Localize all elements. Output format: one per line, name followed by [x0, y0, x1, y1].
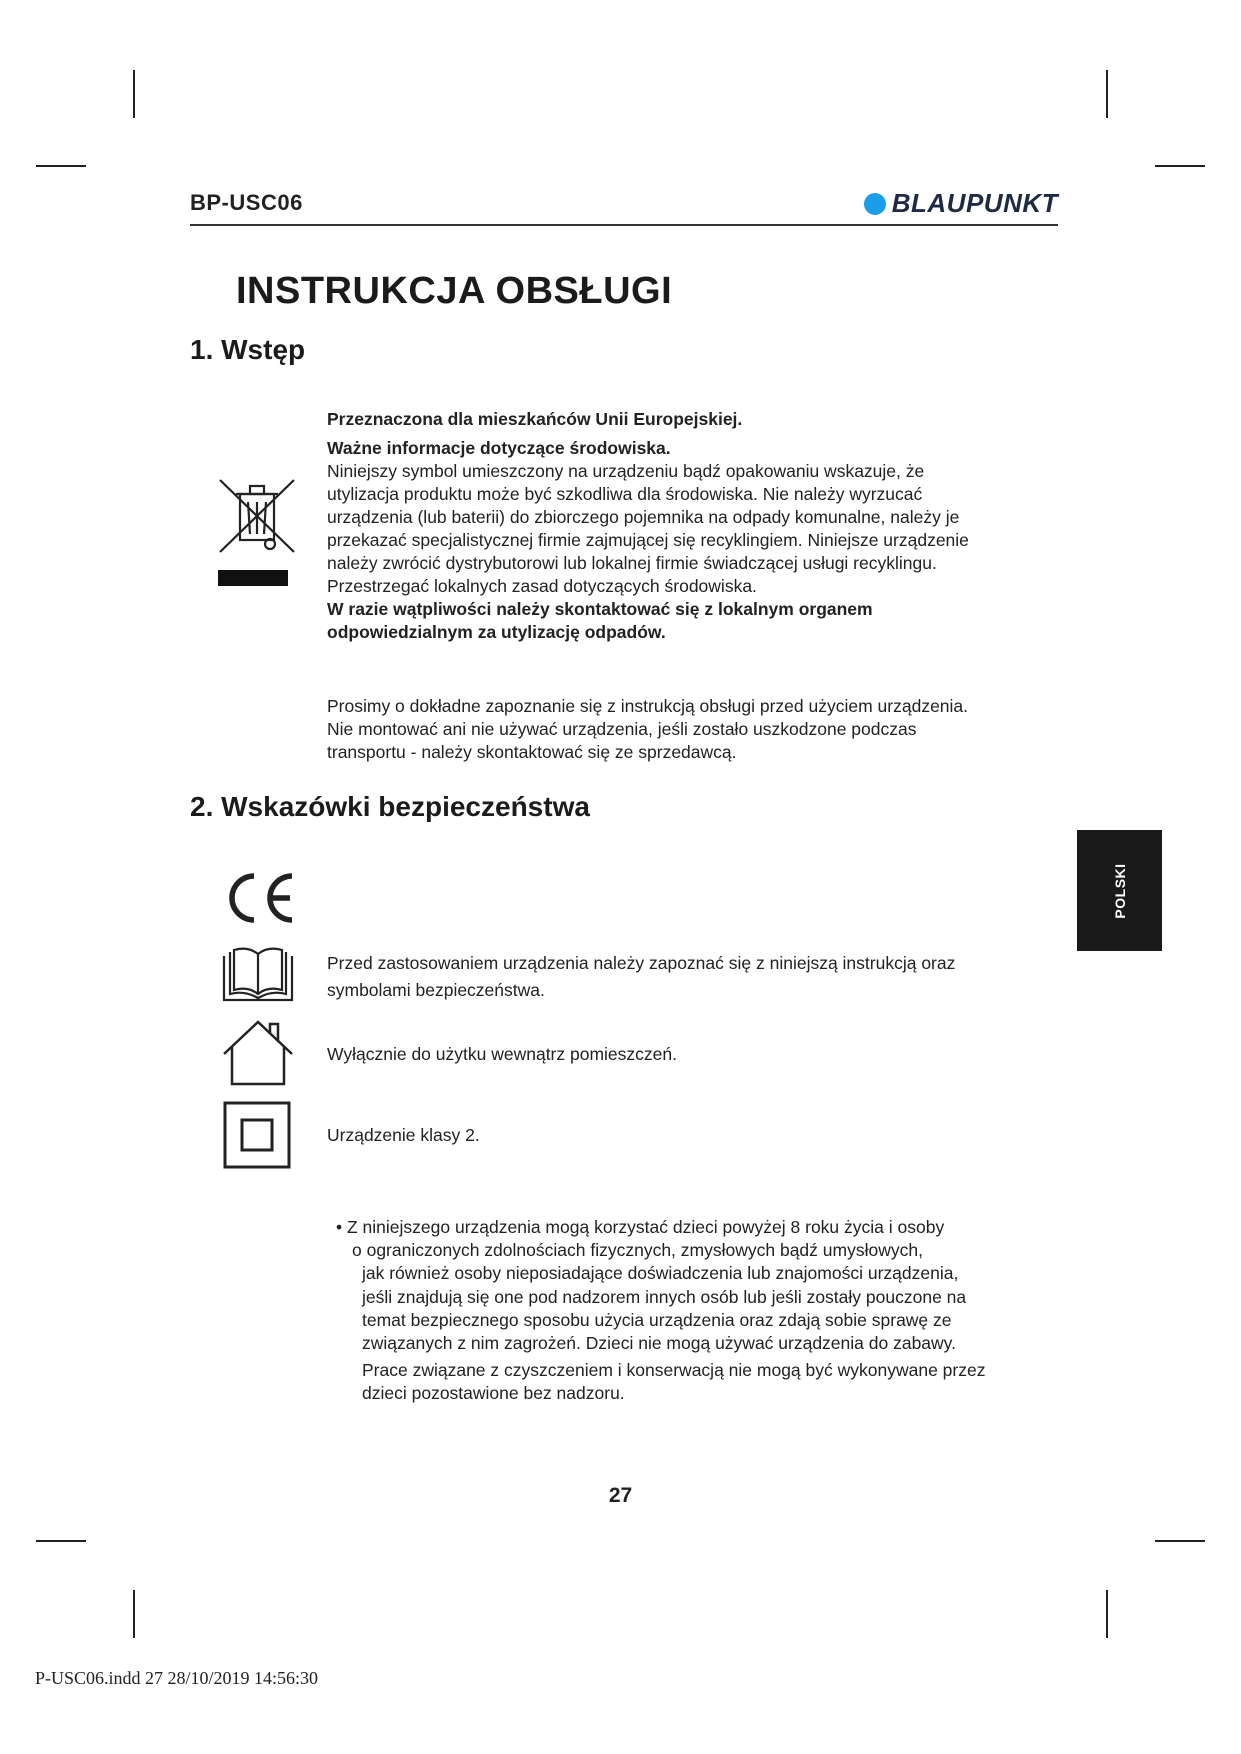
crop-mark: [36, 1540, 86, 1542]
crop-mark: [1155, 1540, 1205, 1542]
manual-note: [327, 950, 955, 1004]
page-number: 27: [608, 1484, 633, 1507]
env-line: przekazać specjalistycznej firmie zajmującej się recyklingiem. Niniejsze urządzenie: [327, 530, 969, 550]
section-heading-safety: 2. Wskazówki bezpieczeństwa: [190, 791, 590, 822]
read-line: Nie montować ani nie używać urządzenia, jeśli zostało uszkodzone podczas: [327, 719, 917, 739]
eu-notice: [327, 408, 969, 644]
env-line: należy zwrócić dystrybutorowi lub lokalnej firmie świadczącej usługi recyklingu.: [327, 553, 937, 573]
section-heading-intro: 1. Wstęp: [190, 334, 306, 365]
bullet-line: związanych z nim zagrożeń. Dzieci nie mogą używać urządzenia do zabawy.: [362, 1333, 956, 1354]
env-line: Niniejszy symbol umieszczony na urządzeniu bądź opakowaniu wskazuje, że: [327, 461, 925, 481]
indoor-house-icon: [220, 1018, 296, 1086]
crossed-bin-icon: [218, 476, 296, 588]
language-tab-label: POLSKI: [1111, 862, 1128, 919]
page-header: [190, 188, 1058, 226]
crop-mark: [1155, 165, 1205, 167]
env-line: Przestrzegać lokalnych zasad dotyczących środowiska.: [327, 576, 757, 596]
read-manual-note: [327, 695, 968, 764]
crop-mark: [133, 70, 135, 118]
language-tab: [1077, 830, 1162, 951]
brand-name: BLAUPUNKT: [891, 188, 1058, 218]
open-book-icon: [220, 946, 296, 1004]
bullet-line: jeśli znajdują się one pod nadzorem innych osób lub jeśli zostały pouczone na: [362, 1286, 967, 1307]
children-warning: [336, 1216, 1026, 1406]
env-line: urządzenia (lub baterii) do zbiorczego pojemnika na odpady komunalne, należy je: [327, 507, 960, 527]
crop-mark: [1106, 1590, 1108, 1638]
read-line: transportu - należy skontaktować się ze sprzedawcą.: [327, 742, 737, 762]
read-line: Prosimy o dokładne zapoznanie się z instrukcją obsługi przed użyciem urządzenia.: [327, 696, 969, 716]
bullet-line: o ograniczonych zdolnościach fizycznych, zmysłowych bądź umysłowych,: [352, 1240, 923, 1261]
env-line: utylizacja produktu może być szkodliwa dla środowiska. Nie należy wyrzucać: [327, 484, 923, 504]
model-number: BP-USC06: [190, 190, 303, 215]
manual-line: Przed zastosowaniem urządzenia należy zapoznać się z niniejszą instrukcją oraz: [327, 953, 956, 973]
bullet-line: temat bezpiecznego sposobu użycia urządzenia oraz zdają sobie sprawę ze: [362, 1309, 952, 1330]
bullet-line: jak również osoby nieposiadające doświadczenia lub znajomości urządzenia,: [362, 1263, 959, 1284]
print-slug: P-USC06.indd 27 28/10/2019 14:56:30: [35, 1668, 319, 1688]
crop-mark: [36, 165, 86, 167]
bullet-line: dzieci pozostawione bez nadzoru.: [362, 1383, 625, 1404]
env-title: Ważne informacje dotyczące środowiska.: [327, 438, 671, 458]
brand-logo: [864, 188, 1058, 219]
logo-dot-icon: [864, 193, 886, 215]
page-title: INSTRUKCJA OBSŁUGI: [236, 270, 673, 312]
contact-line: odpowiedzialnym za utylizację odpadów.: [327, 622, 666, 642]
indoor-note: Wyłącznie do użytku wewnątrz pomieszczeń.: [327, 1044, 677, 1064]
crop-mark: [133, 1590, 135, 1638]
eu-title: Przeznaczona dla mieszkańców Unii Europejskiej.: [327, 409, 743, 429]
class-2-icon: [222, 1100, 292, 1170]
ce-mark-icon: [224, 870, 296, 926]
manual-line: symbolami bezpieczeństwa.: [327, 980, 545, 1000]
contact-line: W razie wątpliwości należy skontaktować się z lokalnym organem: [327, 599, 873, 619]
bullet-line: Prace związane z czyszczeniem i konserwacją nie mogą być wykonywane przez: [362, 1360, 986, 1381]
bullet-line: • Z niniejszego urządzenia mogą korzystać dzieci powyżej 8 roku życia i osoby: [336, 1217, 945, 1237]
crop-mark: [1106, 70, 1108, 118]
class-2-note: Urządzenie klasy 2.: [327, 1125, 480, 1145]
